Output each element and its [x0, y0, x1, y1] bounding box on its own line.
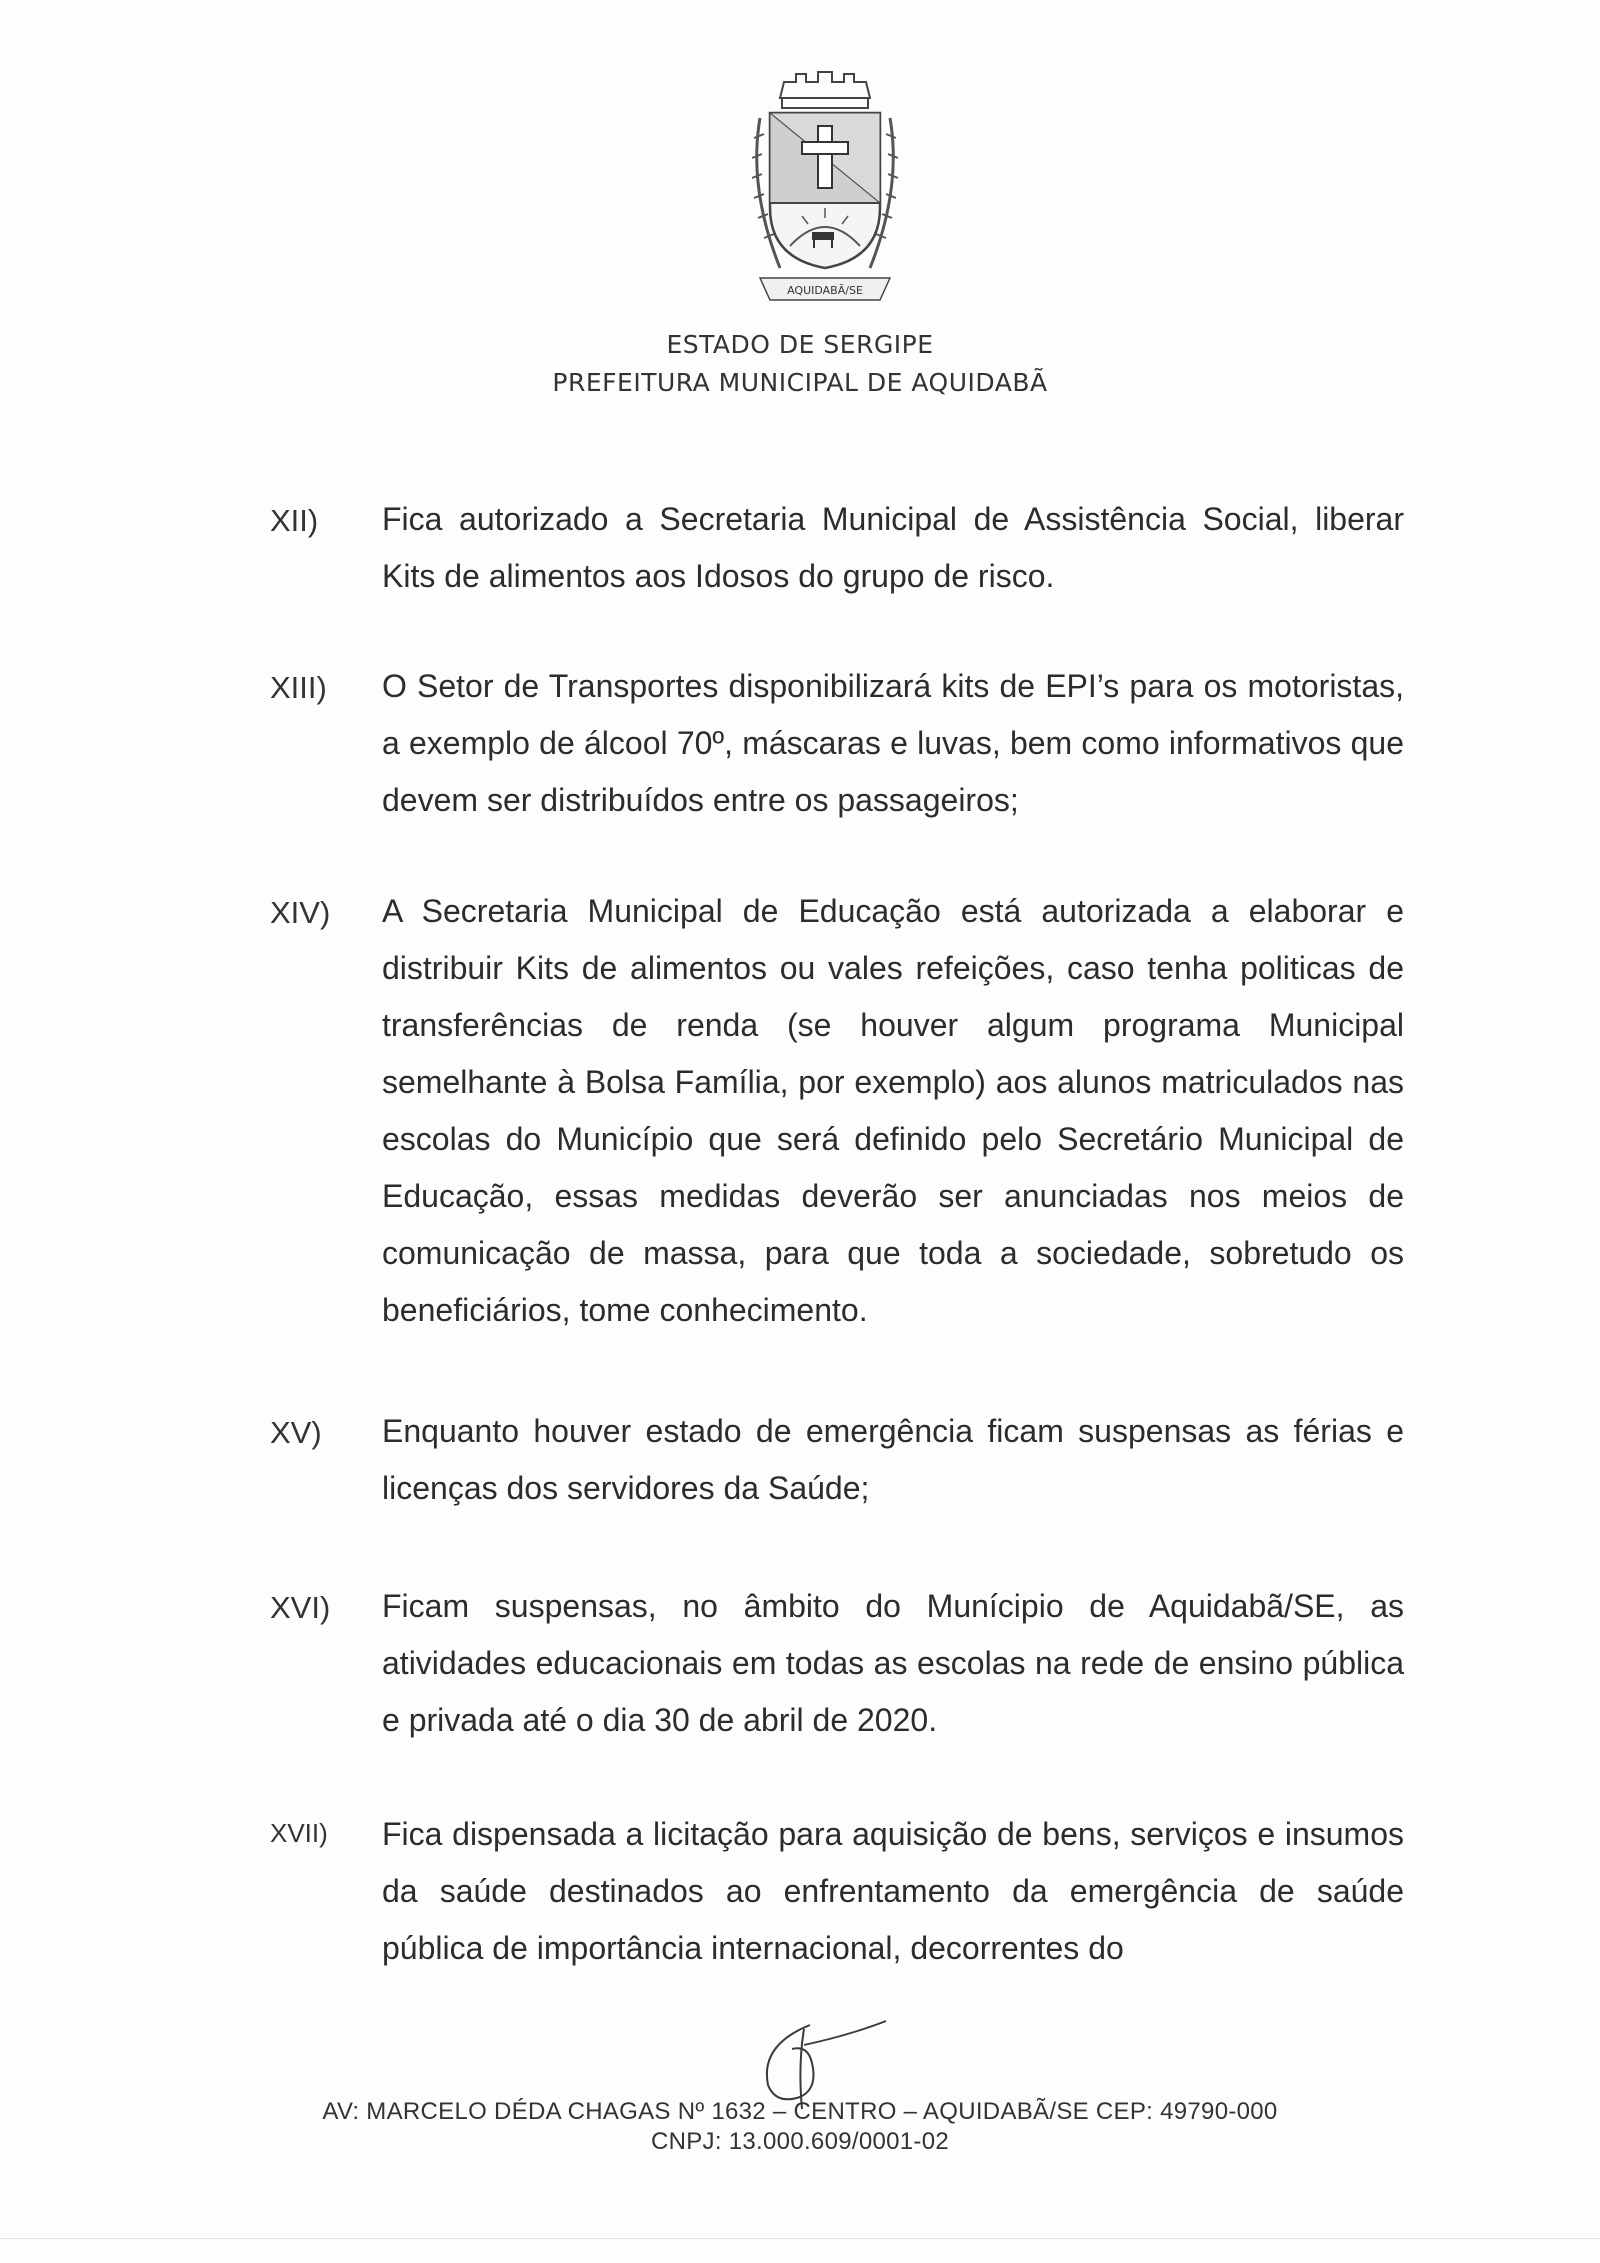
item-number: XVII) — [270, 1818, 328, 1848]
item-text: Ficam suspensas, no âmbito do Munícipio de Aquidabã/SE, as atividades educacionais em todas as escolas na rede de ensino pública e privada até o dia 30 de abril de 2020. — [382, 1588, 1404, 1738]
item-text: O Setor de Transportes disponibilizará kits de EPI’s para os motoristas, a exemplo de álcool 70º, máscaras e luvas, bem como informativos que devem ser distribuídos entre os passageiros; — [382, 668, 1404, 818]
header-state: ESTADO DE SERGIPE — [666, 330, 934, 359]
item-text: Fica dispensada a licitação para aquisição de bens, serviços e insumos da saúde destinados ao enfrentamento da emergência de saúde pública de importância internacional, decorrentes do — [382, 1816, 1404, 1966]
svg-text:AQUIDABÃ/SE: AQUIDABÃ/SE — [787, 284, 863, 297]
footer-cnpj: CNPJ: 13.000.609/0001-02 — [650, 2128, 950, 2155]
footer-address: AV: MARCELO DÉDA CHAGAS Nº 1632 – CENTRO – AQUIDABÃ/SE CEP: 49790-000 — [322, 2098, 1278, 2125]
item-number: XIV) — [270, 895, 331, 930]
header-city-hall: PREFEITURA MUNICIPAL DE AQUIDABÃ — [552, 368, 1048, 397]
item-number: XV) — [270, 1415, 322, 1450]
municipal-coat-of-arms — [740, 68, 910, 318]
item-text: Fica autorizado a Secretaria Municipal de Assistência Social, liberar Kits de alimentos aos Idosos do grupo de risco. — [382, 501, 1404, 594]
item-number: XII) — [270, 503, 319, 538]
item-text: Enquanto houver estado de emergência ficam suspensas as férias e licenças dos servidores da Saúde; — [382, 1413, 1404, 1506]
item-text: A Secretaria Municipal de Educação está autorizada a elaborar e distribuir Kits de alimentos ou vales refeições, caso tenha politicas de transferências de renda (se houver algum programa Municipal semelhante à Bolsa Família, por exemplo) aos alunos matriculados nas escolas do Município que será definido pelo Secretário Municipal de Educação, essas medidas deverão ser anunciadas nos meios de comunicação de massa, para que toda a sociedade, sobretudo os beneficiários, tome conhecimento. — [382, 893, 1404, 1328]
page-bottom-divider — [0, 2238, 1600, 2239]
item-number: XVI) — [270, 1590, 331, 1625]
item-number: XIII) — [270, 670, 327, 705]
